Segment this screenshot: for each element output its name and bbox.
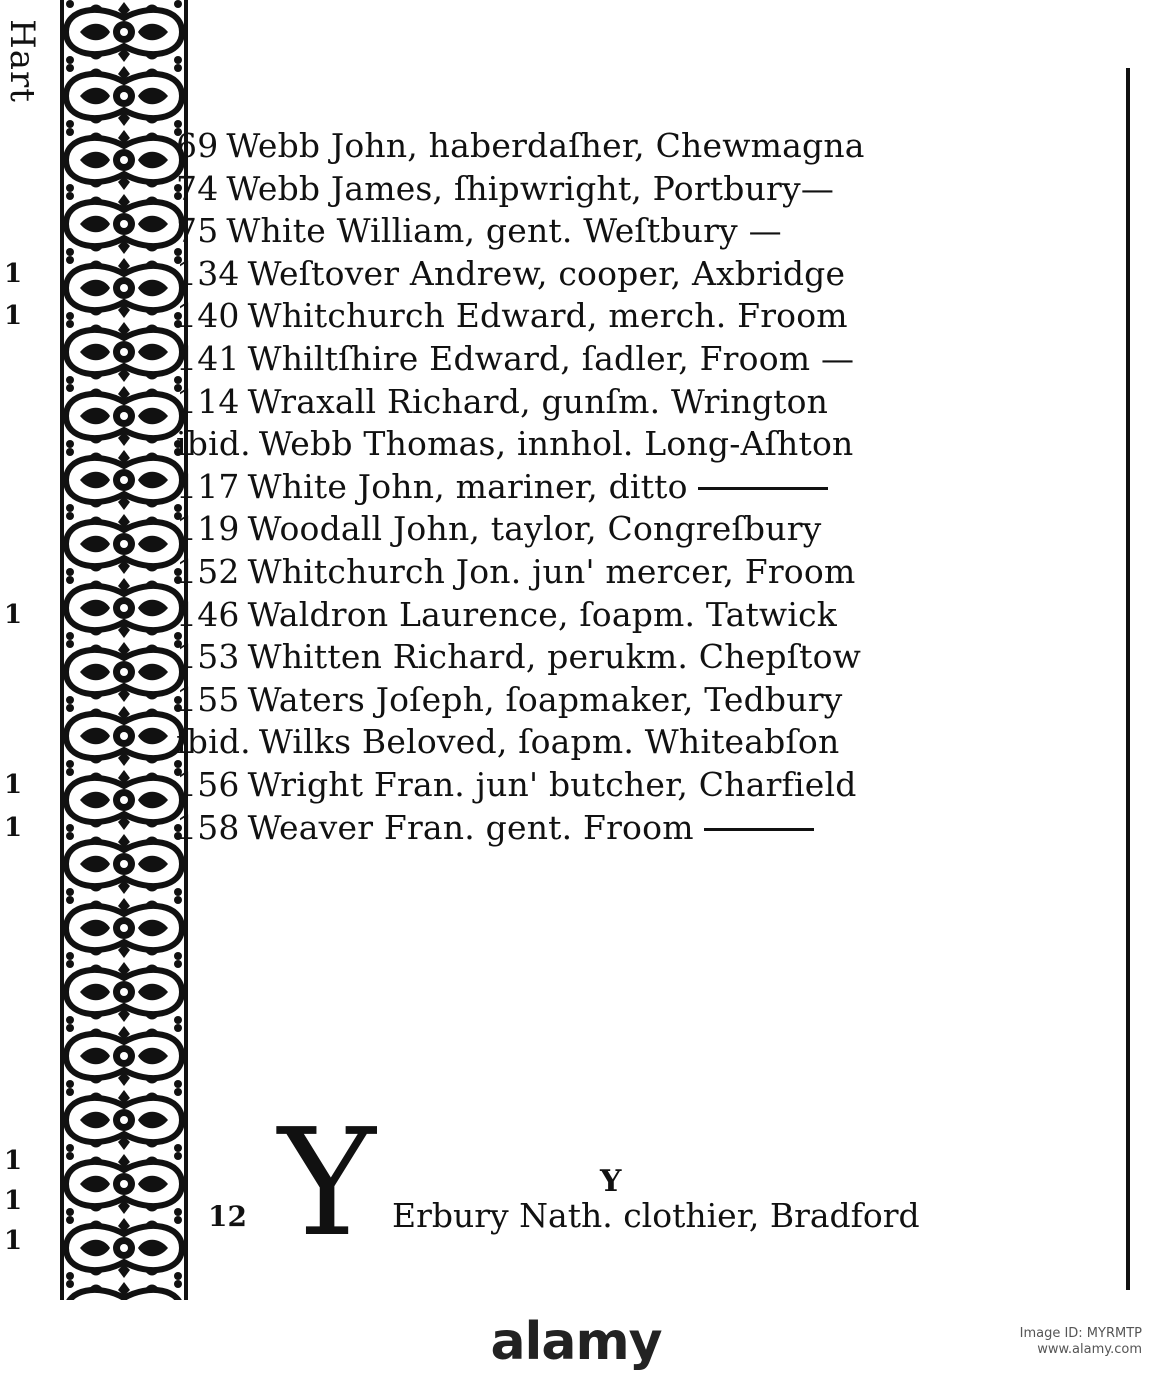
entry-text: Webb James, ſhipwright, Portbury—	[226, 168, 835, 208]
ornamental-border	[60, 0, 188, 1300]
entry-number: 74	[176, 168, 219, 208]
entry-number: 153	[176, 637, 240, 677]
entry-text: Waldron Laurence, ſoapm. Tatwick	[247, 594, 837, 634]
list-item	[176, 807, 1121, 850]
entry-number: 152	[176, 551, 240, 591]
entry-number: 155	[176, 679, 240, 719]
leader-dash	[704, 828, 814, 831]
entry-number: 119	[176, 509, 240, 549]
list-item	[176, 594, 1121, 637]
watermark-footer	[0, 1300, 1152, 1390]
entry-text: Woodall John, taylor, Congreſbury	[247, 509, 822, 549]
image-site: www.alamy.com	[1037, 1342, 1142, 1357]
entry-text: Whiltſhire Edward, ſadler, Froom —	[247, 338, 855, 378]
entry-text: White John, mariner, ditto	[247, 466, 688, 506]
image-code	[1020, 1326, 1142, 1358]
right-column-rule	[1126, 68, 1130, 1290]
image-id: Image ID: MYRMTP	[1019, 1326, 1142, 1341]
entry-text: Waters Joſeph, ſoapmaker, Tedbury	[247, 679, 843, 719]
entry-text: White William, gent. Weſtbury —	[226, 211, 782, 251]
entry-number: 156	[176, 764, 240, 804]
list-item	[176, 636, 1121, 679]
list-item	[176, 764, 1121, 807]
entry-text: Wilks Beloved, ſoapm. Whiteabſon	[258, 722, 840, 762]
entry-list	[176, 125, 1121, 849]
entry-number: 114	[176, 381, 240, 421]
margin-mark: 1	[3, 301, 23, 332]
list-item	[176, 210, 1121, 253]
entry-number: 140	[176, 296, 240, 336]
entry-text: Whitten Richard, perukm. Chepſtow	[247, 637, 862, 677]
leader-dash	[698, 487, 828, 490]
entry-text: Whitchurch Jon. jun' mercer, Froom	[247, 551, 856, 591]
entry-text: Weaver Fran. gent. Froom	[247, 807, 694, 847]
list-item	[176, 551, 1121, 594]
entry-number: 117	[176, 466, 240, 506]
entry-number: ibid.	[176, 424, 251, 464]
list-item	[176, 168, 1121, 211]
list-item	[176, 721, 1121, 764]
entry-text: Webb Thomas, innhol. Long-Aſhton	[258, 424, 854, 464]
list-item	[176, 338, 1121, 381]
entry-text: Wright Fran. jun' butcher, Charfield	[247, 764, 857, 804]
list-item	[176, 679, 1121, 722]
entry-number: 75	[176, 211, 219, 251]
margin-mark: 1	[3, 599, 23, 630]
margin-mark: 1	[3, 1226, 23, 1256]
margin-mark: 1	[3, 258, 23, 289]
entry-number: 69	[176, 126, 219, 165]
entry-number: 146	[176, 594, 240, 634]
entry-text: Weſtover Andrew, cooper, Axbridge	[247, 253, 846, 293]
margin-mark: 1	[3, 1186, 23, 1216]
list-item	[176, 381, 1121, 424]
entry-number: 158	[176, 807, 240, 847]
margin-mark: 1	[3, 1146, 23, 1176]
list-item	[176, 466, 1121, 509]
entry-text: Whitchurch Edward, merch. Froom	[247, 296, 848, 336]
section-heading-y: Y	[600, 1164, 622, 1199]
list-item	[176, 253, 1121, 296]
margin-mark: 1	[3, 812, 23, 843]
margin-mark: 1	[3, 770, 23, 800]
watermark-logo: alamy	[490, 1312, 662, 1372]
entry-text: Webb John, haberdaſher, Chewmagna	[226, 126, 865, 165]
list-item	[176, 423, 1121, 466]
entry-number: ibid.	[176, 722, 251, 762]
entry-text: Wraxall Richard, gunſm. Wrington	[247, 381, 829, 421]
list-item	[176, 125, 1121, 168]
list-item	[176, 295, 1121, 338]
section-entry-number: 12	[208, 1200, 247, 1233]
section-initial: Y	[278, 1097, 376, 1269]
entry-number: 141	[176, 338, 240, 378]
list-item	[176, 508, 1121, 551]
running-head-text: Hart	[2, 19, 42, 103]
entry-number: 134	[176, 253, 240, 293]
section-entry-text: Erbury Nath. clothier, Bradford	[392, 1196, 920, 1235]
running-head	[2, 6, 42, 116]
